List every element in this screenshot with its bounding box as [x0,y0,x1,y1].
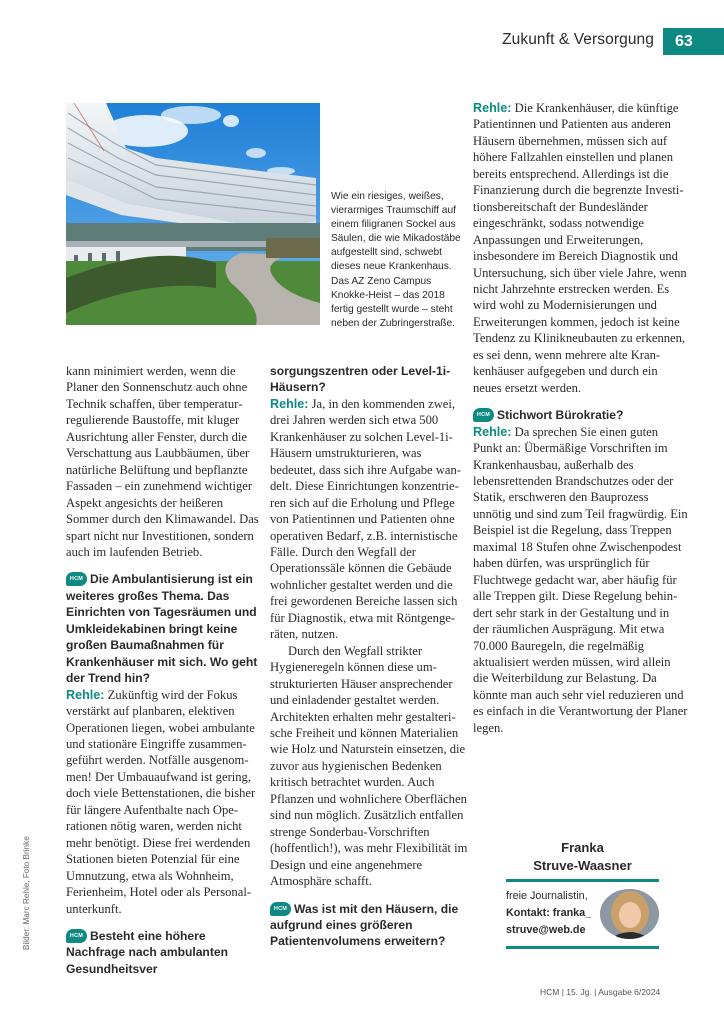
answer-text: Da sprechen Sie einen guten Punkt an: Übermäßige Vorschriften im Krankenhausbau, außerhalb des lebensrettenden Brandschutzes oder der Statik, erschweren den Bauprozess unnötig und sind zum Teil fragwürdig. Ein Beispiel ist die Regelung, dass Treppen maximal 18 Stufen ohne Zwischenpodest haben dürfen, was ursprünglich für Fluchtwege gedacht war, aber häufig für alle Treppen gilt. Diese Regelung behindert sehr stark in der Gestaltung und in der räumlichen Ausprägung. Mit etwa 70.000 Bauregeln, die regelmäßig aktualisiert werden müssen, wird allein die Weiterbildung zur Belastung. Da könnte man auch sehr viel reduzieren und es einfach in die Verantwortung der Planer legen. [473,424,688,735]
answer-text: Ja, in den kommenden zwei, drei Jahren werden sich etwa 500 Krankenhäuser zu solchen Level-1i-Häusern umstrukturieren, was bedeutet, dass sich ihre Aufgabe wandelt. Diese Einrichtungen konzentrieren sich auf die Erholung und Pflege von Patientinnen und Patienten ohne operativen Bedarf, z.B. internistische Fälle. Durch den Wegfall der Operationssäle können die Gebäude wohnlicher gestaltet werden und die frei gewordenen Bereiche lassen sich für Diagnostik, etwa mit Röntgengeräten, nutzen. [270,396,461,642]
speaker-label: Rehle: [66,687,105,702]
interview-question [473,407,688,423]
interview-question [66,571,266,686]
section-title: Zukunft & Versorgung [502,31,654,48]
hcm-badge-icon: HCM [473,408,494,422]
body-paragraph: Durch den Wegfall strikter Hygieneregeln können diese umstrukturierten Häuser ansprechender und einladender gestaltet werden. Architekten erhalten mehr gestalterische Freiheit und können Materialien wie Holz und Naturstein einsetzen, die zuvor aus hygienischen Bedenken kritisch betrachtet wurden. Auch Pflanzen und wohnlichere Oberflächen sind nun möglich. Zusätzlich entfallen strenge Sonderbau-Vorschriften (hoffentlich!), was mehr Flexibilität im Design und eine angenehmere Atmosphäre schafft. [270,643,468,889]
speaker-label: Rehle: [473,424,512,439]
page-footer: HCM | 15. Jg. | Ausgabe 6/2024 [540,987,661,997]
caption-line: Das AZ Zeno Campus [331,275,432,287]
building-illustration [66,103,320,325]
question-text: Was ist mit den Häusern, die aufgrund eines größeren Patientenvolumens erweitern? [270,901,459,949]
author-name [506,839,659,875]
article-column-2 [270,363,470,950]
author-email[interactable]: struve@web.de [506,924,586,936]
interview-question [66,928,266,977]
interview-answer [473,424,688,737]
caption-line: Säulen, die wie Mikadostäbe [331,233,461,245]
interview-question-continued: sorgungszentren oder Level-1i-Häusern? [270,364,451,395]
question-text: Besteht eine höhere Nachfrage nach ambulanten Gesundheitsver [66,928,228,976]
author-contact-label: Kontakt: franka_ [506,907,592,919]
interview-answer [473,100,688,396]
question-text: Stichwort Bürokratie? [497,408,624,423]
interview-question [270,901,470,950]
author-last-name: Struve-Waasner [533,858,632,873]
hospital-photo [66,103,320,325]
speaker-label: Rehle: [270,396,309,411]
hcm-badge-icon: HCM [270,902,291,916]
article-column-1 [66,363,266,977]
author-info [506,888,601,939]
photo-credit: Bilder: Marc Rehle, Foto Brinke [22,836,31,950]
author-bottom-rule [506,946,659,949]
author-role: freie Journalistin, [506,890,588,902]
caption-line: Wie ein riesiges, weißes, [331,191,444,202]
caption-line: aufgestellt sind, schwebt [331,247,442,259]
portrait-icon [600,889,659,939]
caption-line: fertig gestellt wurde – steht [331,303,453,315]
author-avatar [600,889,659,939]
interview-answer [66,687,266,917]
article-column-3 [473,100,688,736]
caption-line: einem filigranen Sockel aus [331,219,456,231]
caption-line: Knokke-Heist – das 2018 [331,289,445,301]
photo-caption [331,190,461,331]
answer-text: Zukünftig wird der Fokus verstärkt auf planbaren, elektiven Operationen liegen, wobei ambulante und stationäre Eingriffe zusammengeführt werden. Notfälle ausgenommen! Der Umbauaufwand ist gering, doch viele Bettenstationen, die bisher für längere Aufenthalte nach Operationen nötig waren, werden nicht mehr benötigt. Diese frei werdenden Stationen bieten Potenzial für eine Umnutzung, etwa als Wohnheim, Ferienheim, Hotel oder als Personalunterkunft. [66,687,256,916]
page-number: 63 [663,28,724,55]
author-first-name: Franka [561,840,604,855]
caption-line: neben der Zubringerstraße. [331,317,456,329]
interview-answer [270,396,470,643]
hcm-badge-icon: HCM [66,572,87,586]
answer-text: Die Krankenhäuser, die künftige Patientinnen und Patienten aus anderen Häusern übernehmen, müssen sich auf höhere Fallzahlen einstellen und planen bereits entsprechend. Allerdings ist die Finanzierung durch die begrenzte Investitionsbereitschaft der Bundesländer eingeschränkt, sodass notwendige Anpassungen und Erweiterungen, insbesondere im Bereich Diagnostik und Untersuchung, sich über viele Jahre, wenn nicht Jahrzehnte erstrecken werden. Es wird wohl zu Modernisierungen und Erweiterungen kommen, jedoch ist keine Tendenz zu Klinikneubauten zu erkennen, es sei denn, wenn mehrere alte Krankenhäuser aufgegeben und durch ein neues ersetzt werden. [473,101,687,395]
author-top-rule [506,879,659,882]
speaker-label: Rehle: [473,101,512,115]
caption-line: vierarmiges Traumschiff auf [331,205,456,217]
hcm-badge-icon: HCM [66,929,87,943]
caption-line: dieses neue Krankenhaus. [331,261,452,273]
question-text: Die Ambulantisierung ist ein weiteres großes Thema. Das Einrichten von Tagesräumen und Umkleidekabinen bringt keine großen Baumaßnahmen für Krankenhäuser mit sich. Wo geht der Trend hin? [66,572,258,686]
body-paragraph: kann minimiert werden, wenn die Planer den Sonnenschutz auch ohne Technik schaffen, über temperaturregulierende Baustoffe, mit kluger Ausrichtung aller Fenster, durch die Verschattung aus Laubbäumen, über natürliche Belüftung und bepflanzte Fassaden – ein zunehmend wichtiger Aspekt angesichts der heißeren Sommer durch den Klimawandel. Das spart nicht nur Investitionen, sondern auch im laufenden Betrieb. [66,364,259,559]
